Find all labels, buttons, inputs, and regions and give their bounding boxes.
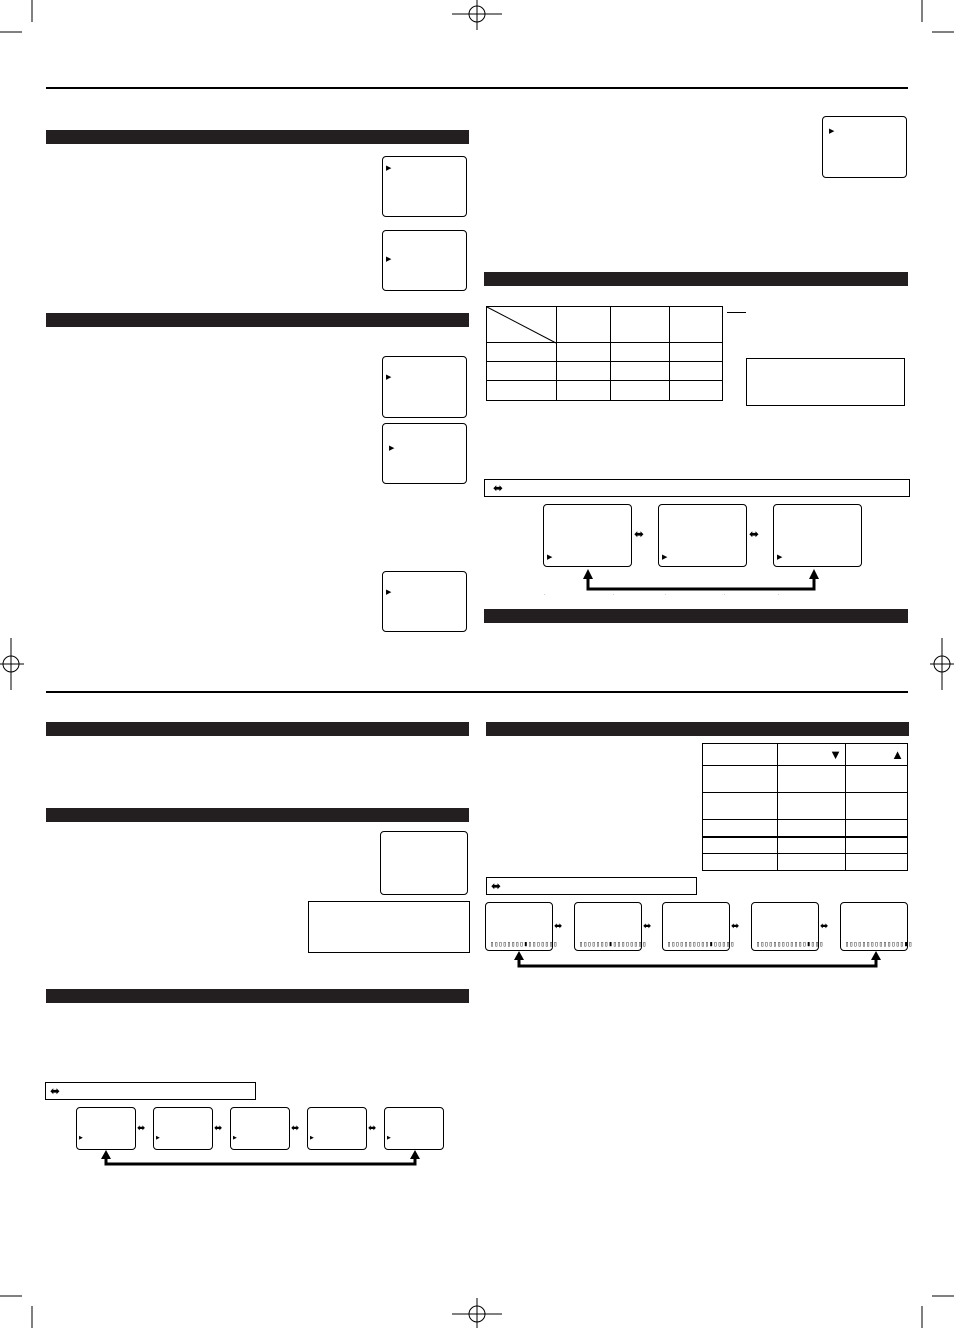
arrow-up-icon: ▲: [846, 744, 908, 766]
pointer-icon: ▶: [547, 554, 553, 561]
pointer-icon: ▶: [777, 554, 783, 561]
level-gauge: ▯▯▯▯▯▯▯▯▯▯▮▯▯▯▯▯: [667, 940, 735, 948]
double-arrow-icon: ⬌: [137, 1123, 146, 1134]
double-arrow-icon: ⬌: [643, 921, 652, 932]
double-arrow-icon: ⬌: [820, 921, 829, 932]
tick-mark: ·: [665, 592, 667, 597]
tick-mark: ·: [778, 592, 780, 597]
pointer-icon: ▶: [386, 589, 392, 596]
double-arrow-icon: ⬌: [749, 527, 760, 541]
double-arrow-icon: ⬌: [554, 921, 563, 932]
pointer-icon: ▶: [386, 165, 392, 172]
pointer-icon: ▶: [233, 1135, 237, 1141]
level-gauge: ▯▯▯▯▯▯▯▯▮▯▯▯▯▯▯▯: [490, 940, 558, 948]
pointer-icon: ▶: [156, 1135, 160, 1141]
pointer-icon: ▶: [386, 256, 392, 263]
pointer-icon: ▶: [79, 1135, 83, 1141]
double-arrow-icon: ⬌: [493, 481, 504, 495]
double-arrow-icon: ⬌: [214, 1123, 223, 1134]
double-arrow-icon: ⬌: [50, 1084, 61, 1098]
pointer-icon: ▶: [387, 1135, 391, 1141]
tick-mark: ·: [724, 592, 726, 597]
level-gauge: ▯▯▯▯▯▯▯▮▯▯▯▯▯▯▯▯: [579, 940, 647, 948]
arrow-down-icon: ▼: [778, 744, 846, 766]
double-arrow-icon: ⬌: [368, 1123, 377, 1134]
level-gauge: ▯▯▯▯▯▯▯▯▯▯▯▯▮▯▯▯: [756, 940, 824, 948]
pointer-icon: ▶: [662, 554, 668, 561]
pointer-icon: ▶: [829, 128, 835, 135]
double-arrow-icon: ⬌: [291, 1123, 300, 1134]
double-arrow-icon: ⬌: [731, 921, 740, 932]
double-arrow-icon: ⬌: [634, 527, 645, 541]
tick-mark: ·: [613, 592, 615, 597]
tick-mark: ·: [544, 592, 546, 597]
level-gauge: ▯▯▯▯▯▯▯▯▯▯▯▯▯▯▮▯: [845, 940, 913, 948]
pointer-icon: ▶: [310, 1135, 314, 1141]
double-arrow-icon: ⬌: [491, 879, 502, 893]
pointer-icon: ▶: [389, 445, 395, 452]
pointer-icon: ▶: [386, 374, 392, 381]
